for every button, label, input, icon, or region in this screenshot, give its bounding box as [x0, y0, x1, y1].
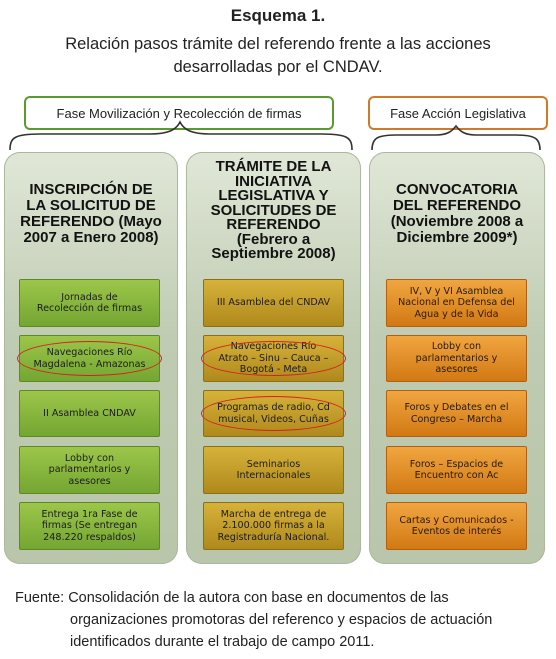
brace-legislativa: [372, 126, 540, 150]
source-note-line-2: organizaciones promotoras del referenco y espacios de actuación: [70, 612, 493, 628]
action-box-seminarios-internacionales: Seminarios Internacionales: [203, 446, 344, 494]
diagram-subtitle-line-2: desarrolladas por el CNDAV.: [173, 58, 383, 76]
phase-braces: [0, 0, 556, 160]
source-note-line-3: identificados durante el trabajo de campo 2011.: [70, 634, 375, 650]
action-box-lobby-parlamentarios-1: Lobby con parlamentarios y asesores: [19, 446, 160, 494]
action-box-ii-asamblea: II Asamblea CNDAV: [19, 390, 160, 437]
column-tramite-heading: TRÁMITE DE LA INICIATIVA LEGISLATIVA Y SOLICITUDES DE REFERENDO (Febrero a Septiembre 2008): [210, 158, 337, 262]
action-box-programas-radio: Programas de radio, Cd musical, Videos, Cuñas: [203, 390, 344, 437]
action-box-marcha-entrega: Marcha de entrega de 2.100.000 firmas a la Registraduría Nacional.: [203, 502, 344, 550]
action-box-jornadas-recoleccion: Jornadas de Recolección de firmas: [19, 279, 160, 327]
action-box-lobby-parlamentarios-2: Lobby con parlamentarios y asesores: [386, 335, 527, 382]
action-box-foros-debates: Foros y Debates en el Congreso – Marcha: [386, 390, 527, 437]
action-box-cartas-comunicados: Cartas y Comunicados - Eventos de interés: [386, 502, 527, 550]
action-box-navegaciones-atrato: Navegaciones Río Atrato – Sinu – Cauca – Bogotá - Meta: [203, 335, 344, 382]
action-box-asambleas-nacionales: IV, V y VI Asamblea Nacional en Defensa del Agua y de la Vida: [386, 279, 527, 327]
diagram-subtitle-line-1: Relación pasos trámite del referendo frente a las acciones: [65, 35, 491, 53]
diagram-title: Esquema 1.: [230, 6, 326, 25]
action-box-navegaciones-magdalena: Navegaciones Río Magdalena - Amazonas: [19, 335, 160, 382]
phase-mobilizacion-text: Fase Movilización y Recolección de firmas: [56, 105, 302, 121]
column-inscripcion-heading: INSCRIPCIÓN DE LA SOLICITUD DE REFERENDO (Mayo 2007 a Enero 2008): [20, 181, 162, 246]
action-box-entrega-firmas: Entrega 1ra Fase de firmas (Se entregan 248.220 respaldos): [19, 502, 160, 550]
action-box-iii-asamblea: III Asamblea del CNDAV: [203, 279, 344, 327]
brace-mobilizacion: [10, 122, 352, 150]
phase-legislativa-text: Fase Acción Legislativa: [390, 105, 526, 121]
action-box-foros-espacios: Foros – Espacios de Encuentro con Ac: [386, 446, 527, 494]
source-note-line-1: Fuente: Consolidación de la autora con base en documentos de las: [15, 590, 449, 606]
column-convocatoria-heading: CONVOCATORIA DEL REFERENDO (Noviembre 2008 a Diciembre 2009*): [390, 181, 524, 246]
